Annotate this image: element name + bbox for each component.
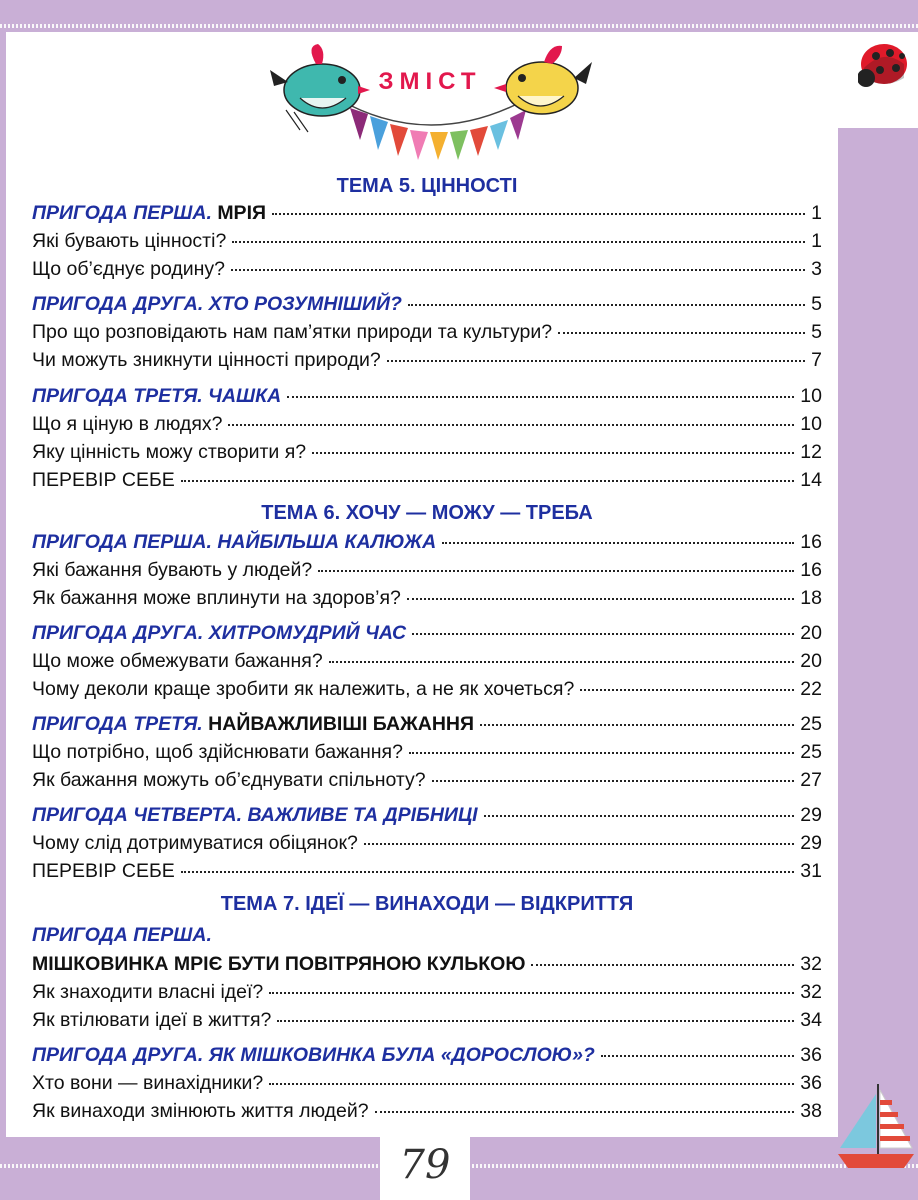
adventure-label: ПРИГОДА ДРУГА. [32,622,204,644]
entry-label: ПЕРЕВІР СЕБЕ [32,469,175,491]
toc-entry [32,769,822,792]
toc-entry [32,469,822,492]
entry-label: ПЕРЕВІР СЕБЕ [32,860,175,882]
toc-entry [32,230,822,253]
adventure-label: ПРИГОДА ДРУГА. [32,1044,204,1066]
page-number: 1 [811,202,822,224]
page-number: 3 [811,258,822,280]
leader-dots [232,241,805,243]
leader-dots [432,780,795,782]
leader-dots [181,480,795,482]
page-number: 29 [800,832,822,854]
toc-entry-adventure [32,293,822,316]
leader-dots [318,570,794,572]
entry-label: Як знаходити власні ідеї? [32,981,264,1003]
adventure-name: ХТО РОЗУМНІШИЙ? [208,293,402,315]
entry-label: Що об’єднує родину? [32,258,226,280]
toc-entry-adventure [32,804,822,827]
page-number: 16 [800,531,822,553]
toc-entry [32,321,822,344]
page-number: 7 [811,349,822,371]
page-title: ЗМІСТ [378,68,482,95]
adventure-name: ВАЖЛИВЕ ТА ДРІБНИЦІ [247,804,478,826]
page-number: 14 [800,469,822,491]
entry-label: Про що розповідають нам пам’ятки природи та культури? [32,321,553,343]
page-number: 5 [811,293,822,315]
toc-entry [32,559,822,582]
toc-entry-adventure [32,622,822,645]
page-number: 10 [800,385,822,407]
page-number: 32 [800,953,822,975]
ladybug-icon [858,38,910,88]
leader-dots [287,396,794,398]
leader-dots [272,213,805,215]
entry-label: Як винаходи змінюють життя людей? [32,1100,369,1122]
leader-dots [601,1055,794,1057]
header-illustration [260,40,600,170]
page-number: 34 [800,1009,822,1031]
leader-dots [269,1083,794,1085]
entry-label: Чи можуть зникнути цінності природи? [32,349,381,371]
page-number: 12 [800,441,822,463]
entry-label: Що я ціную в людях? [32,413,223,435]
page-number: 36 [800,1044,822,1066]
page-number: 25 [800,741,822,763]
adventure-name: МІШКОВИНКА МРІЄ БУТИ ПОВІТРЯНОЮ КУЛЬКОЮ [32,953,526,975]
leader-dots [228,424,794,426]
toc-entry [32,981,822,1004]
page-number: 5 [811,321,822,343]
entry-label: Що може обмежувати бажання? [32,650,323,672]
page-number: 1 [811,230,822,252]
toc-entry-adventure [32,713,822,736]
leader-dots [329,661,795,663]
page-number: 20 [800,650,822,672]
leader-dots [407,598,794,600]
adventure-name: НАЙБІЛЬША КАЛЮЖА [217,531,437,553]
entry-label: Хто вони — винахідники? [32,1072,264,1094]
page-number: 18 [800,587,822,609]
footer-page-number: 79 [399,1142,451,1188]
toc-entry [32,413,822,436]
theme-heading: ТЕМА 7. ІДЕЇ — ВИНАХОДИ — ВІДКРИТТЯ [220,893,634,915]
adventure-label: ПРИГОДА ДРУГА. [32,293,204,315]
toc-entry [32,1100,822,1123]
page-number: 10 [800,413,822,435]
leader-dots [558,332,805,334]
theme-heading: ТЕМА 5. ЦІННОСТІ [336,175,518,197]
adventure-label: ПРИГОДА ЧЕТВЕРТА. [32,804,243,826]
leader-dots [484,815,795,817]
adventure-name: ЯК МІШКОВИНКА БУЛА «ДОРОСЛОЮ»? [208,1044,595,1066]
leader-dots [181,871,795,873]
toc-entry [32,349,822,372]
entry-label: Чому слід дотримуватися обіцянок? [32,832,358,854]
toc-entry [32,860,822,883]
page-number: 16 [800,559,822,581]
toc-entry-adventure [32,924,822,947]
page-number: 32 [800,981,822,1003]
page-number: 27 [800,769,822,791]
toc-entry [32,741,822,764]
adventure-label: ПРИГОДА ТРЕТЯ. [32,713,203,735]
leader-dots [269,992,794,994]
bird-icon [494,46,592,114]
entry-label: Як втілювати ідеї в життя? [32,1009,272,1031]
leader-dots [364,843,794,845]
toc-entry [32,587,822,610]
entry-label: Які бажання бувають у людей? [32,559,313,581]
page-number: 20 [800,622,822,644]
adventure-name: НАЙВАЖЛИВІШІ БАЖАННЯ [208,713,475,735]
entry-label: Як бажання може вплинути на здоров’я? [32,587,401,609]
top-stitch [0,24,918,28]
toc-entry [32,258,822,281]
toc-entry-adventure [32,385,822,408]
adventure-name: МРІЯ [217,202,266,224]
adventure-name: ХИТРОМУДРИЙ ЧАС [208,622,407,644]
toc-entry [32,1072,822,1095]
toc-entry [32,441,822,464]
adventure-label: ПРИГОДА ПЕРША. [32,924,212,946]
adventure-label: ПРИГОДА ПЕРША. [32,202,212,224]
entry-label: Що потрібно, щоб здійснювати бажання? [32,741,403,763]
toc-entry-adventure [32,531,822,554]
sailboat-icon [834,1080,918,1172]
toc-entry [32,832,822,855]
entry-label: Як бажання можуть об’єднувати спільноту? [32,769,426,791]
leader-dots [277,1020,794,1022]
page-number: 22 [800,678,822,700]
page-number: 36 [800,1072,822,1094]
header-title-box [360,68,500,96]
entry-label: Яку цінність можу створити я? [32,441,307,463]
toc-entry [32,650,822,673]
page-number: 38 [800,1100,822,1122]
page-number: 29 [800,804,822,826]
toc-entry-adventure [32,202,822,225]
leader-dots [312,452,794,454]
leader-dots [387,360,805,362]
toc-entry [32,678,822,701]
page-number: 25 [800,713,822,735]
adventure-name: ЧАШКА [208,385,282,407]
leader-dots [531,964,794,966]
toc-entry-adventure-name [32,953,822,976]
toc-entry-adventure [32,1044,822,1067]
adventure-label: ПРИГОДА ТРЕТЯ. [32,385,203,407]
theme-heading: ТЕМА 6. ХОЧУ — МОЖУ — ТРЕБА [261,502,593,524]
leader-dots [412,633,794,635]
entry-label: Які бувають цінності? [32,230,227,252]
leader-dots [580,689,794,691]
leader-dots [442,542,794,544]
leader-dots [409,752,794,754]
leader-dots [408,304,805,306]
adventure-label: ПРИГОДА ПЕРША. [32,531,212,553]
page-number: 31 [800,860,822,882]
entry-label: Чому деколи краще зробити як належить, а не як хочеться? [32,678,575,700]
leader-dots [480,724,794,726]
leader-dots [231,269,805,271]
toc-entry [32,1009,822,1032]
leader-dots [375,1111,795,1113]
